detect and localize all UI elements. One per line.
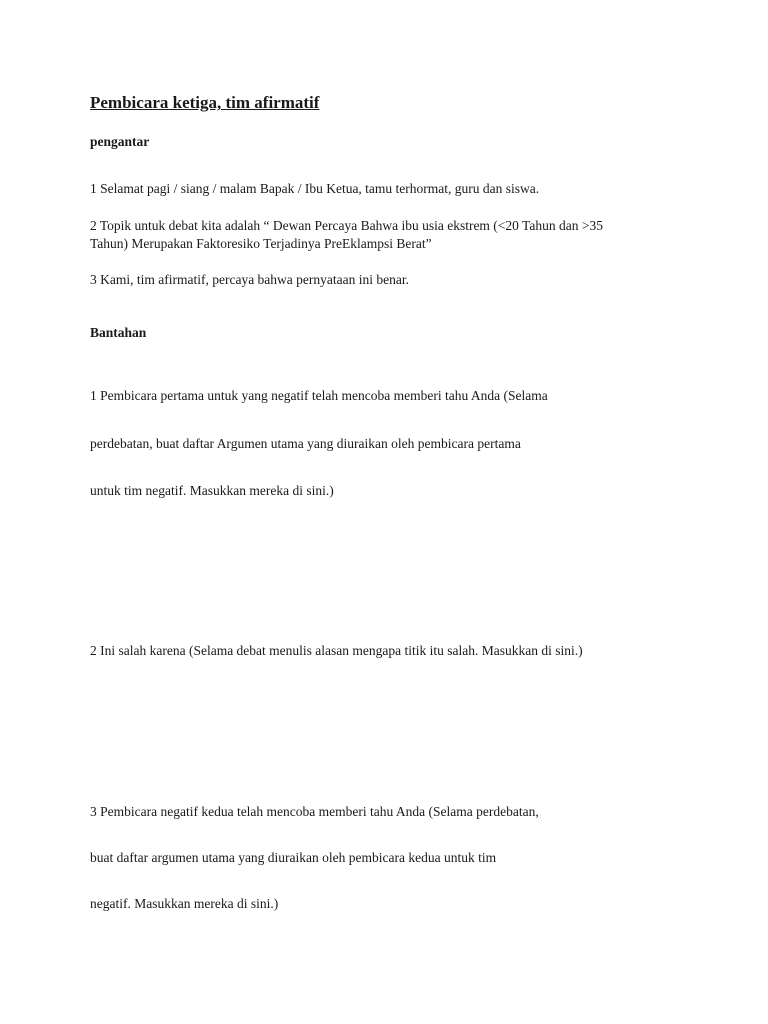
rebuttal-paragraph-2: 2 Ini salah karena (Selama debat menulis alasan mengapa titik itu salah. Masukkan di sini.) bbox=[90, 643, 583, 658]
section-heading-bantahan: Bantahan bbox=[90, 325, 147, 340]
intro-paragraph-2-line-2: Tahun) Merupakan Faktoresiko Terjadinya PreEklampsi Berat” bbox=[90, 236, 432, 251]
rebuttal-paragraph-3-line-2: buat daftar argumen utama yang diuraikan oleh pembicara kedua untuk tim bbox=[90, 850, 497, 865]
intro-paragraph-3: 3 Kami, tim afirmatif, percaya bahwa pernyataan ini benar. bbox=[90, 272, 409, 287]
rebuttal-paragraph-1-line-3: untuk tim negatif. Masukkan mereka di sini.) bbox=[90, 483, 334, 498]
rebuttal-paragraph-3-line-1: 3 Pembicara negatif kedua telah mencoba memberi tahu Anda (Selama perdebatan, bbox=[90, 804, 539, 819]
rebuttal-paragraph-1-line-1: 1 Pembicara pertama untuk yang negatif telah mencoba memberi tahu Anda (Selama bbox=[90, 388, 548, 403]
rebuttal-paragraph-1-line-2: perdebatan, buat daftar Argumen utama yang diuraikan oleh pembicara pertama bbox=[90, 436, 521, 451]
section-heading-pengantar: pengantar bbox=[90, 134, 150, 149]
intro-paragraph-2-line-1: 2 Topik untuk debat kita adalah “ Dewan Percaya Bahwa ibu usia ekstrem (<20 Tahun dan >35 bbox=[90, 218, 603, 233]
rebuttal-paragraph-3-line-3: negatif. Masukkan mereka di sini.) bbox=[90, 896, 279, 911]
intro-paragraph-1: 1 Selamat pagi / siang / malam Bapak / Ibu Ketua, tamu terhormat, guru dan siswa. bbox=[90, 181, 540, 196]
document-title: Pembicara ketiga, tim afirmatif bbox=[90, 93, 320, 112]
